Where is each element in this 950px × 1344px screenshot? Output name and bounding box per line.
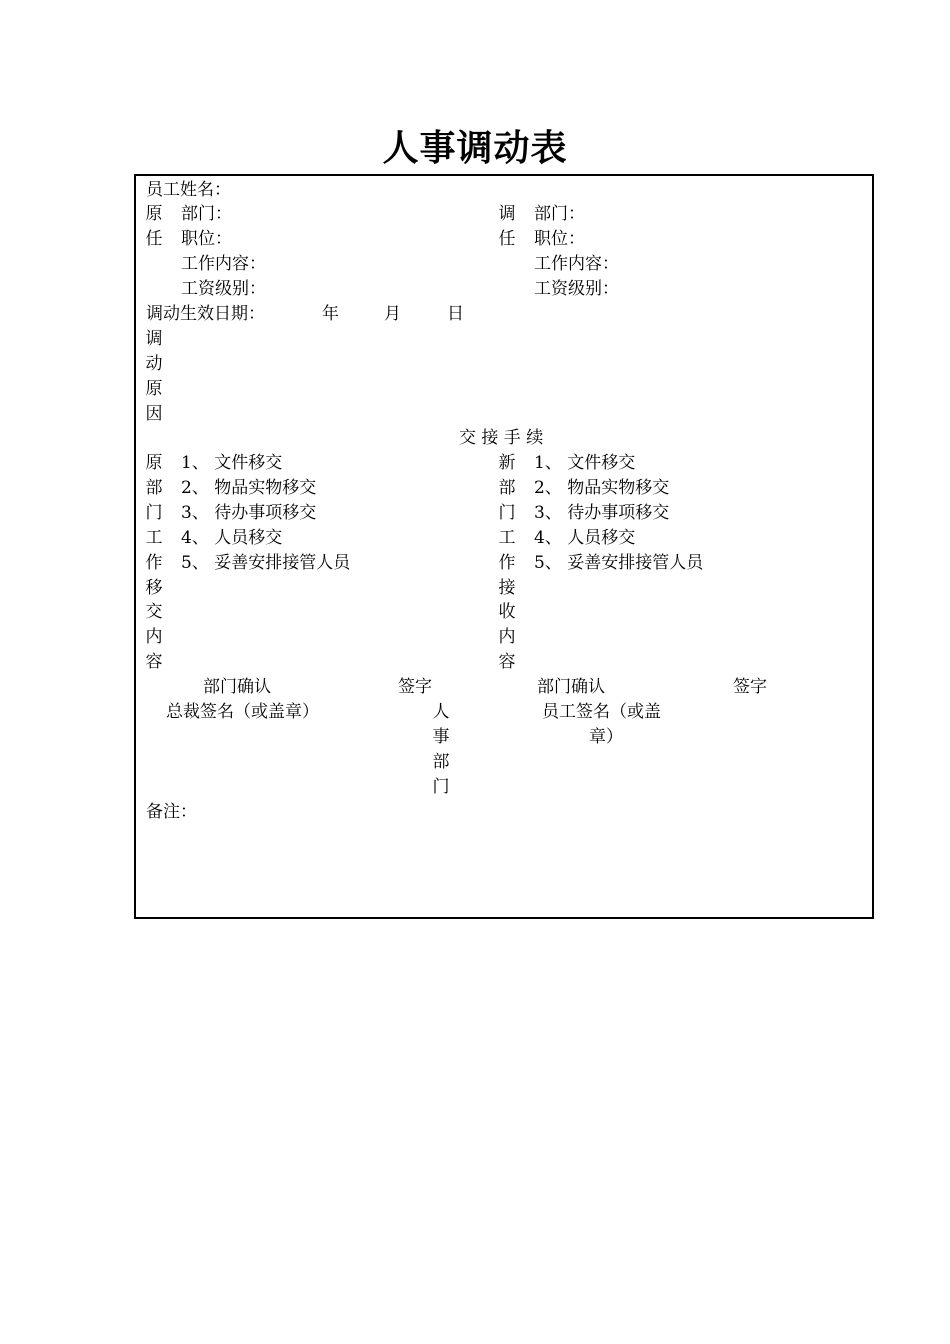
new-handover-item: 2、 物品实物移交 xyxy=(534,478,670,498)
original-post-side-label: 原任 xyxy=(145,204,163,249)
new-handover-item: 3、 待办事项移交 xyxy=(534,503,670,523)
original-handover-item: 3、 待办事项移交 xyxy=(181,503,317,523)
original-handover-item: 4、 人员移交 xyxy=(181,528,283,548)
new-handover-item: 1、 文件移交 xyxy=(534,453,636,473)
new-handover-item: 4、 人员移交 xyxy=(534,528,636,548)
reason-label: 调动原因 xyxy=(145,329,163,424)
original-handover-item: 2、 物品实物移交 xyxy=(181,478,317,498)
new-post-side-label: 调任 xyxy=(498,204,516,249)
effective-date-day: 日 xyxy=(447,304,464,324)
original-handover-side-label: 原部门工作移交内容 xyxy=(145,453,163,673)
employee-name-label: 员工姓名： xyxy=(146,180,231,200)
new-handover-side-label: 新部门工作接收内容 xyxy=(498,453,516,673)
employee-sign-label-line2: 章） xyxy=(589,727,623,747)
right-dept-confirm-label: 部门确认 xyxy=(537,677,605,697)
remarks-label: 备注： xyxy=(146,802,197,822)
original-handover-item: 5、 妥善安排接管人员 xyxy=(181,553,351,573)
effective-date-month: 月 xyxy=(384,304,401,324)
original-handover-item: 1、 文件移交 xyxy=(181,453,283,473)
transfer-form xyxy=(134,174,874,919)
new-dept-label: 部门： xyxy=(534,204,585,224)
new-salary-level-label: 工资级别： xyxy=(534,279,619,299)
new-work-content-label: 工作内容： xyxy=(534,254,619,274)
original-salary-level-label: 工资级别： xyxy=(181,279,266,299)
hr-dept-label: 人事部门 xyxy=(432,702,450,797)
page-title: 人事调动表 xyxy=(382,128,568,169)
original-position-label: 职位： xyxy=(181,229,232,249)
handover-title: 交 接 手 续 xyxy=(459,428,544,448)
ceo-sign-label: 总裁签名（或盖章） xyxy=(166,702,319,722)
original-work-content-label: 工作内容： xyxy=(181,254,266,274)
effective-date-label: 调动生效日期： xyxy=(146,304,265,324)
original-dept-label: 部门： xyxy=(181,204,232,224)
employee-sign-label-line1: 员工签名（或盖 xyxy=(542,702,661,722)
new-position-label: 职位： xyxy=(534,229,585,249)
effective-date-year: 年 xyxy=(322,304,339,324)
left-sign-label: 签字 xyxy=(398,677,432,697)
right-sign-label: 签字 xyxy=(733,677,767,697)
left-dept-confirm-label: 部门确认 xyxy=(203,677,271,697)
new-handover-item: 5、 妥善安排接管人员 xyxy=(534,553,704,573)
